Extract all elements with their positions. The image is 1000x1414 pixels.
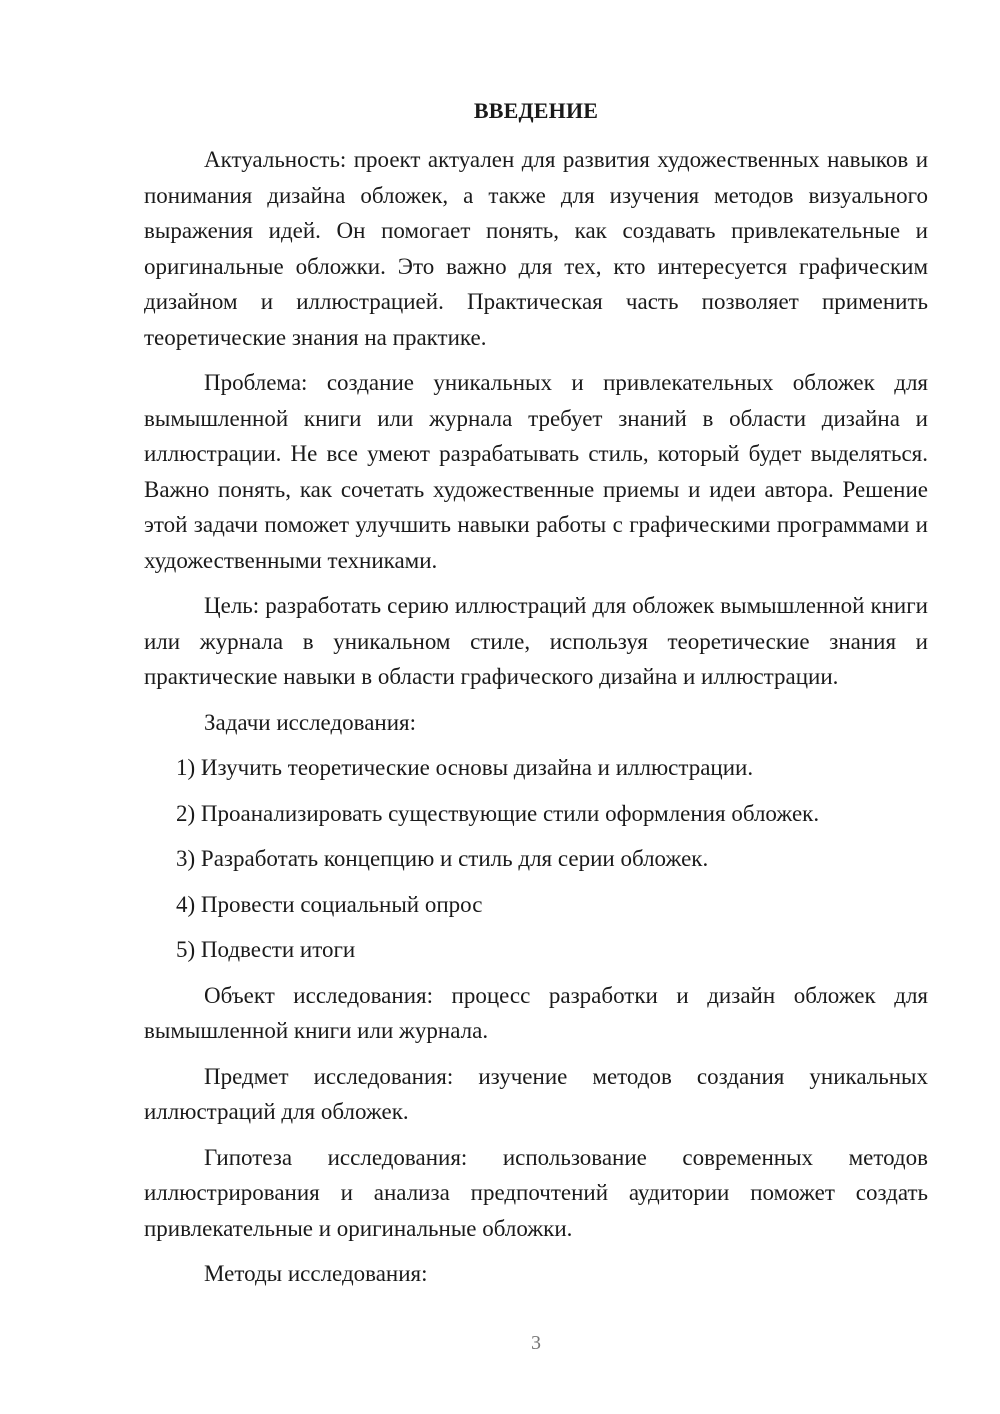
page-number: 3: [531, 1332, 541, 1354]
page-content: [144, 96, 928, 1302]
paragraph-goal: Цель: разработать серию иллюстраций для обложек вымышленной книги или журнала в уникальном стиле, используя теоретические знания и практические навыки в области графического дизайна и иллюстрации.: [144, 593, 928, 689]
list-item: 1) Изучить теоретические основы дизайна и иллюстрации.: [176, 755, 754, 780]
methods-heading: Методы исследования:: [204, 1261, 428, 1286]
paragraph-object: Объект исследования: процесс разработки и дизайн обложек для вымышленной книги или журнала.: [144, 982, 928, 1043]
tasks-list: [144, 750, 928, 968]
list-item: 3) Разработать концепцию и стиль для серии обложек.: [176, 846, 709, 871]
page-title: ВВЕДЕНИЕ: [473, 98, 599, 123]
list-item: 4) Провести социальный опрос: [176, 891, 483, 917]
paragraph-relevance: Актуальность: проект актуален для развития художественных навыков и понимания дизайна обложек, а также для изучения методов визуального выражения идей. Он помогает понять, как создавать привлекательные и оригинальные обложки. Это важно для тех, кто интересуется графическим дизайном и иллюстрацией. Практическая часть позволяет применить теоретические знания на практике.: [144, 147, 928, 350]
paragraph-subject: Предмет исследования: изучение методов создания уникальных иллюстраций для обложек.: [144, 1063, 928, 1124]
tasks-heading: Задачи исследования:: [204, 709, 417, 735]
paragraph-problem: Проблема: создание уникальных и привлекательных обложек для вымышленной книги или журнала требует знаний в области дизайна и иллюстрации. Не все умеют разрабатывать стиль, который будет выделяться. Важно понять, как сочетать художественные приемы и идеи автора. Решение этой задачи поможет улучшить навыки работы с графическими программами и художественными техниками.: [144, 370, 928, 573]
paragraph-hypothesis: Гипотеза исследования: использование современных методов иллюстрирования и анализа предпочтений аудитории поможет создать привлекательные и оригинальные обложки.: [144, 1144, 928, 1241]
list-item: 2) Проанализировать существующие стили оформления обложек.: [176, 800, 820, 826]
list-item: 5) Подвести итоги: [176, 937, 356, 962]
